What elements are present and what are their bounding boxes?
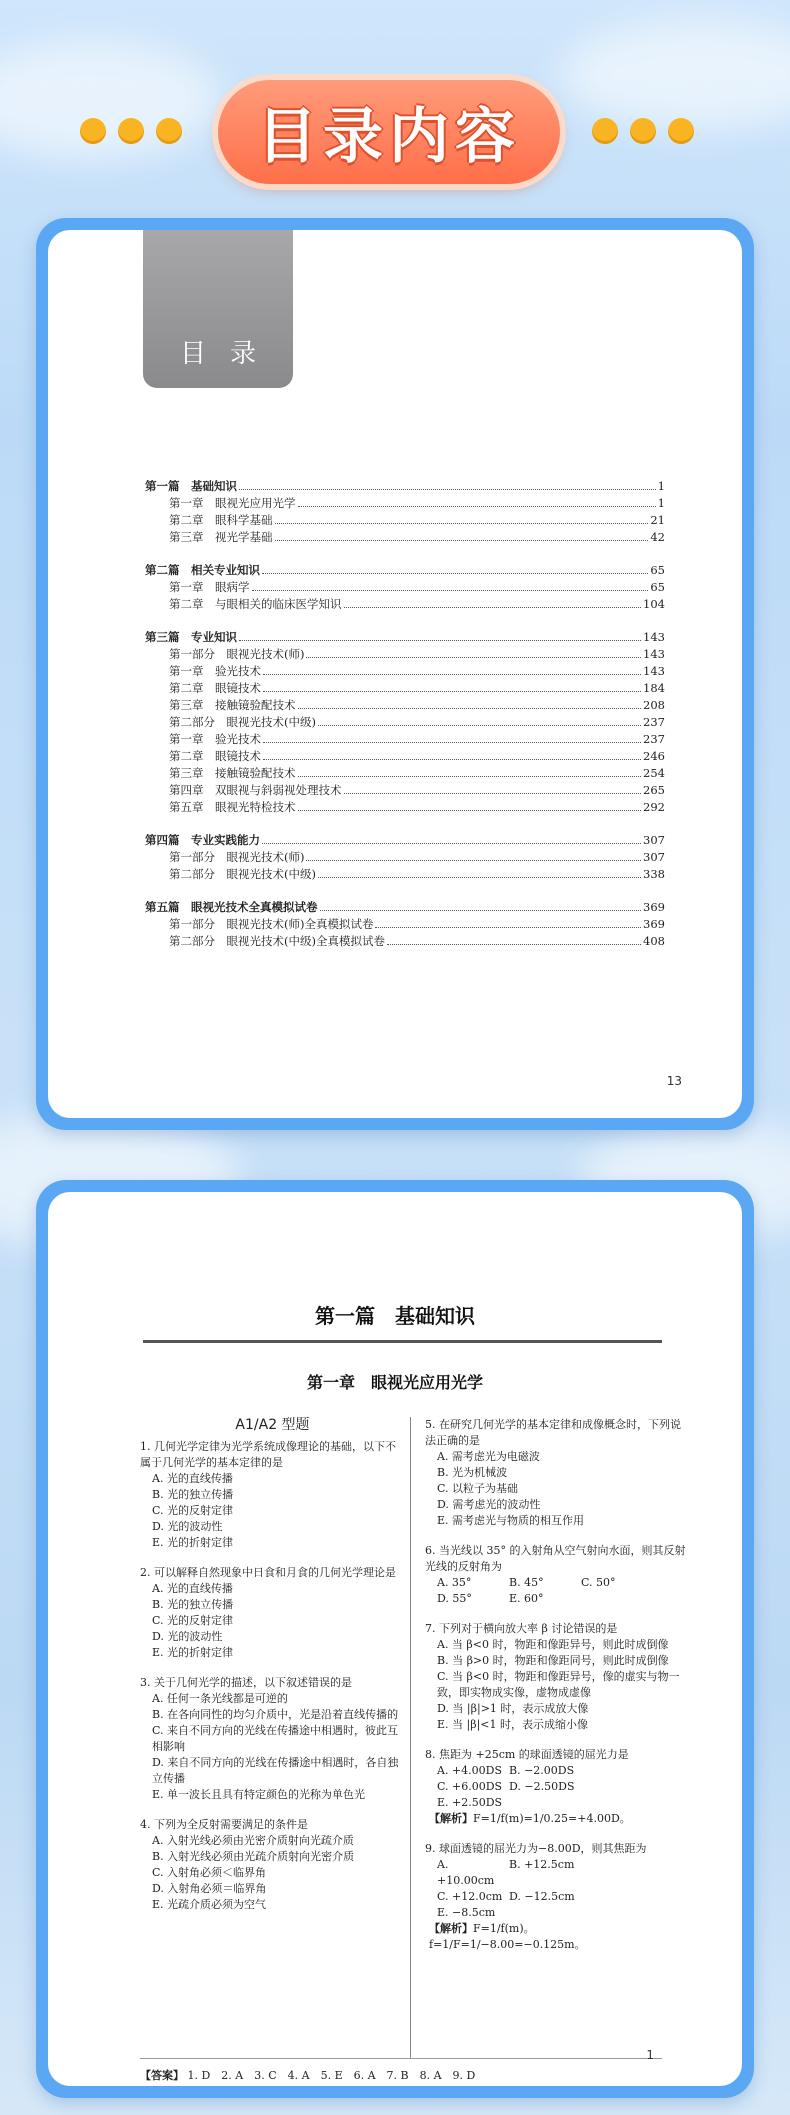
toc-leader-dots [387, 944, 641, 945]
toc-entry-label: 第一章 验光技术 [169, 732, 261, 746]
toc-entry-label: 第二部分 眼视光技术(中级) [169, 715, 316, 729]
toc-entry-page: 65 [650, 563, 665, 577]
answer-option-row [425, 1857, 690, 1889]
dot [80, 118, 106, 144]
answer-option: D. 光的波动性 [152, 1520, 223, 1533]
toc-entry-label: 第三篇 专业知识 [145, 630, 237, 644]
toc-chapter-entry [145, 714, 665, 731]
toc-entry-label: 第三章 接触镜验配技术 [169, 698, 296, 712]
toc-entry-label: 第五篇 眼视光技术全真模拟试卷 [145, 900, 318, 914]
toc-part-entry [145, 899, 665, 916]
chapter-page [48, 1192, 742, 2086]
explanation-text: F=1/f(m)=1/0.25=+4.00D。 [473, 1812, 631, 1825]
toc-card [36, 218, 754, 1130]
toc-chapter-entry [145, 799, 665, 816]
chapter-card [36, 1180, 754, 2098]
toc-chapter-entry [145, 866, 665, 883]
answer-option: A. +4.00DS [437, 1764, 503, 1777]
toc-leader-dots [344, 793, 642, 794]
question [425, 1417, 690, 1529]
answer-option: A. 当 β<0 时，物距和像距异号，则此时成倒像 [437, 1638, 669, 1651]
answer-option: E. 光疏介质必须为空气 [152, 1898, 267, 1911]
toc-entry-label: 第二章 与眼相关的临床医学知识 [169, 597, 342, 611]
question [140, 1565, 405, 1661]
explanation-text: F=1/f(m)。f=1/F=1/−8.00=−0.125m。 [429, 1922, 586, 1951]
toc-group [145, 832, 665, 883]
page-number: 1 [646, 2048, 654, 2062]
column-divider [410, 1417, 411, 2059]
answer-option-row [425, 1795, 690, 1811]
toc-leader-dots [344, 607, 642, 608]
toc-chapter-entry [145, 849, 665, 866]
answer-option: E. 60° [509, 1592, 544, 1605]
answer-option-row [425, 1591, 690, 1607]
toc-leader-dots [275, 540, 649, 541]
answer-option: B. 光为机械波 [437, 1466, 508, 1479]
question-stem: 2. 可以解释自然现象中日食和月食的几何光学理论是 [140, 1566, 396, 1579]
dot [592, 118, 618, 144]
toc-entry-page: 265 [643, 783, 665, 797]
toc-entry-page: 184 [643, 681, 665, 695]
answer-option: E. 光的折射定律 [152, 1536, 234, 1549]
toc-leader-dots [298, 810, 642, 811]
answer-option: E. −8.5cm [437, 1906, 496, 1919]
question [140, 1675, 405, 1803]
answer-option: A. +10.00cm [437, 1858, 495, 1887]
toc-entry-label: 第一部分 眼视光技术(师) [169, 850, 305, 864]
explanation [425, 1811, 690, 1827]
answer-option: E. 单一波长且具有特定颜色的光称为单色光 [152, 1788, 366, 1801]
answer-option: B. 当 β>0 时，物距和像距同号，则此时成倒像 [437, 1654, 669, 1667]
answer-option: A. 入射光线必须由光密介质射向光疏介质 [152, 1834, 354, 1847]
question [140, 1817, 405, 1913]
toc-entry-page: 307 [643, 850, 665, 864]
toc-leader-dots [262, 573, 648, 574]
toc-entry-page: 21 [650, 513, 665, 527]
part-divider [143, 1340, 662, 1343]
explanation-label: 【解析】 [429, 1922, 473, 1935]
toc-entry-label: 第二部分 眼视光技术(中级)全真模拟试卷 [169, 934, 385, 948]
question [425, 1747, 690, 1827]
answer-option: B. 入射光线必须由光疏介质射向光密介质 [152, 1850, 355, 1863]
page-number: 13 [666, 1074, 682, 1088]
answer-option: C. 50° [581, 1576, 616, 1589]
toc-chapter-entry [145, 933, 665, 950]
answer-option: C. 当 β<0 时，物距和像距异号，像的虚实与物一致，即实物成实像，虚物成虚像 [437, 1670, 680, 1699]
toc-leader-dots [318, 725, 641, 726]
toc-entry-page: 369 [643, 900, 665, 914]
toc-group [145, 899, 665, 950]
toc-entry-label: 第一章 眼病学 [169, 580, 250, 594]
toc-entry-page: 237 [643, 715, 665, 729]
toc-chapter-entry [145, 731, 665, 748]
toc-entry-page: 369 [643, 917, 665, 931]
answer-option: C. +12.0cm [437, 1890, 503, 1903]
toc-entry-label: 第二篇 相关专业知识 [145, 563, 260, 577]
toc-leader-dots [298, 708, 642, 709]
toc-entry-label: 第三章 视光学基础 [169, 530, 273, 544]
toc-part-entry [145, 562, 665, 579]
toc-entry-label: 第二部分 眼视光技术(中级) [169, 867, 316, 881]
toc-group [145, 478, 665, 546]
toc-leader-dots [262, 843, 641, 844]
section-label: A1/A2 型题 [235, 1417, 310, 1433]
answer-option: D. 当 |β|>1 时，表示成放大像 [437, 1702, 589, 1715]
toc-chapter-entry [145, 663, 665, 680]
answer-key [140, 2067, 475, 2083]
question [425, 1621, 690, 1733]
answer-option: E. 光的折射定律 [152, 1646, 234, 1659]
toc-entry-page: 65 [650, 580, 665, 594]
cloud-decoration [560, 20, 790, 130]
question-stem: 1. 几何光学定律为光学系统成像理论的基础，以下不属于几何光学的基本定律的是 [140, 1440, 396, 1469]
answer-option: D. 来自不同方向的光线在传播途中相遇时，各自独立传播 [152, 1756, 399, 1785]
questions-left-column [140, 1417, 405, 1927]
answer-option: A. 需考虑光为电磁波 [437, 1450, 540, 1463]
toc-leader-dots [263, 742, 641, 743]
question-stem: 3. 关于几何光学的描述，以下叙述错误的是 [140, 1676, 352, 1689]
dot [156, 118, 182, 144]
toc-chapter-entry [145, 596, 665, 613]
banner-title: 目录内容 [257, 102, 521, 172]
explanation-label: 【解析】 [429, 1812, 473, 1825]
toc-group [145, 562, 665, 613]
toc-entry-page: 1 [657, 479, 665, 493]
toc-entry-label: 第一篇 基础知识 [145, 479, 237, 493]
toc-leader-dots [263, 759, 641, 760]
toc-leader-dots [318, 877, 641, 878]
toc-entry-page: 246 [643, 749, 665, 763]
question-stem: 5. 在研究几何光学的基本定律和成像概念时，下列说法正确的是 [425, 1418, 681, 1447]
answer-option: E. +2.50DS [437, 1796, 503, 1809]
toc-entry-label: 第二章 眼镜技术 [169, 749, 261, 763]
toc-entry-page: 143 [643, 664, 665, 678]
answer-option: D. 光的波动性 [152, 1630, 223, 1643]
toc-entry-page: 307 [643, 833, 665, 847]
toc-chapter-entry [145, 579, 665, 596]
toc-part-entry [145, 832, 665, 849]
toc-entry-label: 第四篇 专业实践能力 [145, 833, 260, 847]
answer-option-row [425, 1763, 690, 1779]
banner [218, 80, 560, 184]
toc-entry-page: 338 [643, 867, 665, 881]
answer-option-row [425, 1905, 690, 1921]
answer-option: D. 55° [437, 1592, 472, 1605]
question-stem: 6. 当光线以 35° 的入射角从空气射向水面，则其反射光线的反射角为 [425, 1544, 686, 1573]
answer-option: C. 入射角必须＜临界角 [152, 1866, 267, 1879]
question [425, 1543, 690, 1607]
toc-page [48, 230, 742, 1118]
toc-leader-dots [375, 927, 641, 928]
dot [118, 118, 144, 144]
toc-leader-dots [320, 910, 642, 911]
toc-entry-page: 237 [643, 732, 665, 746]
answer-option: C. 光的反射定律 [152, 1504, 234, 1517]
dot [668, 118, 694, 144]
dots-left [80, 118, 182, 144]
toc-group [145, 629, 665, 816]
toc-leader-dots [306, 657, 641, 658]
explanation [425, 1921, 690, 1953]
toc-leader-dots [298, 776, 642, 777]
toc-entry-label: 第二章 眼科学基础 [169, 513, 273, 527]
answer-option: A. 任何一条光线都是可逆的 [152, 1692, 288, 1705]
answer-option: A. 光的直线传播 [152, 1472, 233, 1485]
question [140, 1439, 405, 1551]
toc-entry-page: 208 [643, 698, 665, 712]
answer-option: D. −12.5cm [509, 1890, 575, 1903]
toc-leader-dots [239, 640, 641, 641]
toc-entry-label: 第一部分 眼视光技术(师)全真模拟试卷 [169, 917, 374, 931]
question-stem: 8. 焦距为 +25cm 的球面透镜的屈光力是 [425, 1748, 629, 1761]
answer-option: C. +6.00DS [437, 1780, 503, 1793]
part-title: 第一篇 基础知识 [315, 1304, 475, 1328]
toc-chapter-entry [145, 495, 665, 512]
questions-right-column [425, 1417, 690, 1967]
answer-option-row [425, 1779, 690, 1795]
answer-option: D. 入射角必须＝临界角 [152, 1882, 267, 1895]
answer-option: D. −2.50DS [509, 1780, 575, 1793]
answer-option: B. 45° [509, 1576, 544, 1589]
toc-tab [143, 230, 293, 388]
toc-chapter-entry [145, 529, 665, 546]
answer-option: C. 光的反射定律 [152, 1614, 234, 1627]
toc-part-entry [145, 629, 665, 646]
toc-entry-page: 292 [643, 800, 665, 814]
answer-option: B. 光的独立传播 [152, 1488, 234, 1501]
toc-entry-label: 第一章 验光技术 [169, 664, 261, 678]
answer-option: E. 当 |β|<1 时，表示成缩小像 [437, 1718, 589, 1731]
chapter-title: 第一章 眼视光应用光学 [306, 1373, 483, 1392]
toc-entry-label: 第一章 眼视光应用光学 [169, 496, 296, 510]
toc-entry-page: 42 [650, 530, 665, 544]
dots-right [592, 118, 694, 144]
toc-entry-label: 第一部分 眼视光技术(师) [169, 647, 305, 661]
toc-chapter-entry [145, 646, 665, 663]
question-stem: 7. 下列对于横向放大率 β 讨论错误的是 [425, 1622, 618, 1635]
answer-option: D. 需考虑光的波动性 [437, 1498, 541, 1511]
answer-option: B. −2.00DS [509, 1764, 575, 1777]
toc-entry-page: 143 [643, 630, 665, 644]
toc-entry-label: 第五章 眼视光特检技术 [169, 800, 296, 814]
question-stem: 9. 球面透镜的屈光力为−8.00D，则其焦距为 [425, 1842, 647, 1855]
answer-option: B. 光的独立传播 [152, 1598, 234, 1611]
answer-option-row [425, 1575, 690, 1591]
toc-leader-dots [252, 590, 649, 591]
toc-leader-dots [263, 691, 641, 692]
toc-chapter-entry [145, 765, 665, 782]
toc-chapter-entry [145, 512, 665, 529]
toc-chapter-entry [145, 680, 665, 697]
answer-option: C. 以粒子为基础 [437, 1482, 519, 1495]
toc-chapter-entry [145, 782, 665, 799]
toc-entry-page: 1 [657, 496, 665, 510]
toc-entry-page: 408 [643, 934, 665, 948]
answer-option: A. 35° [437, 1576, 472, 1589]
answer-option-row [425, 1889, 690, 1905]
toc-leader-dots [298, 506, 656, 507]
toc-leader-dots [239, 489, 656, 490]
question-stem: 4. 下列为全反射需要满足的条件是 [140, 1818, 308, 1831]
dot [630, 118, 656, 144]
toc-entry-label: 第二章 眼镜技术 [169, 681, 261, 695]
toc-chapter-entry [145, 697, 665, 714]
answers-divider [140, 2058, 662, 2059]
answer-option: E. 需考虑光与物质的相互作用 [437, 1514, 585, 1527]
question [425, 1841, 690, 1953]
toc-entry-label: 第四章 双眼视与斜弱视处理技术 [169, 783, 342, 797]
toc-entry-page: 104 [643, 597, 665, 611]
toc-leader-dots [306, 860, 641, 861]
answer-option: B. 在各向同性的均匀介质中，光是沿着直线传播的 [152, 1708, 399, 1721]
toc-leader-dots [275, 523, 649, 524]
answers-text: 1. D 2. A 3. C 4. A 5. E 6. A 7. B 8. A 9. D [187, 2069, 476, 2082]
toc-entry-label: 第三章 接触镜验配技术 [169, 766, 296, 780]
toc-list [145, 478, 665, 966]
toc-chapter-entry [145, 916, 665, 933]
toc-tab-label: 目录 [179, 339, 280, 369]
answer-option: A. 光的直线传播 [152, 1582, 233, 1595]
toc-entry-page: 143 [643, 647, 665, 661]
answer-option: B. +12.5cm [509, 1858, 575, 1871]
toc-chapter-entry [145, 748, 665, 765]
toc-entry-page: 254 [643, 766, 665, 780]
answers-label: 【答案】 [140, 2069, 184, 2082]
toc-part-entry [145, 478, 665, 495]
answer-option: C. 来自不同方向的光线在传播途中相遇时，彼此互相影响 [152, 1724, 399, 1753]
toc-leader-dots [263, 674, 641, 675]
